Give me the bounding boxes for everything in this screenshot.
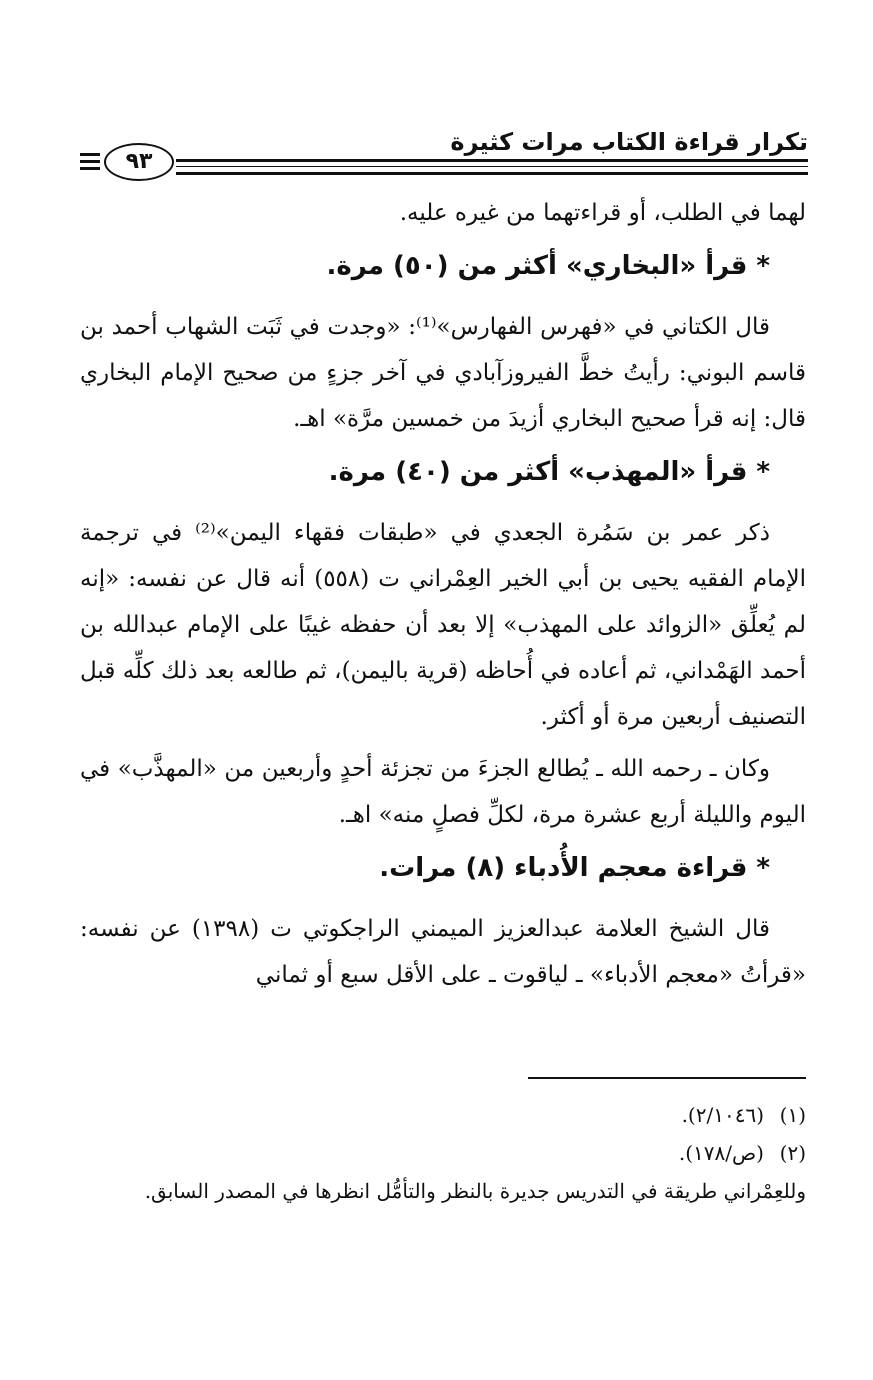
page-number: ٩٣ <box>104 143 174 181</box>
paragraph: وكان ـ رحمه الله ـ يُطالع الجزءَ من تجزئة أحدٍ وأربعين من «المهذَّب» في اليوم والليلة أربع عشرة مرة، لكلِّ فصلٍ منه» اهـ. <box>80 756 806 828</box>
footnote-number: (٢) <box>779 1141 806 1165</box>
footnote <box>80 1134 806 1172</box>
paragraph: قال الشيخ العلامة عبدالعزيز الميمني الراجكوتي ت (١٣٩٨) عن نفسه: «قرأتُ «معجم الأدباء» ـ لياقوت ـ على الأقل سبع أو ثماني <box>80 916 806 988</box>
footnote-number: (١) <box>779 1103 806 1127</box>
section-heading: * قرأ «المهذب» أكثر من (٤٠) مرة. <box>328 457 770 487</box>
footnotes <box>80 1096 806 1210</box>
section-heading: * قراءة معجم الأُدباء (٨) مرات. <box>379 853 770 883</box>
paragraph: ذكر عمر بن سَمُرة الجعدي في «طبقات فقهاء اليمن»⁽²⁾ في ترجمة الإمام الفقيه يحيى بن أبي الخير العِمْراني ت (٥٥٨) أنه قال عن نفسه: «إنه لم يُعلِّق «الزوائد على المهذب» إلا بعد أن حفظه غيبًا على الإمام عبدالله بن أحمد الهَمْداني، ثم أعاده في أُحاظه (قرية باليمن)، ثم طالعه بعد ذلك كلِّه قبل التصنيف أربعين مرة أو أكثر. <box>80 520 806 730</box>
footnote-continuation: وللعِمْراني طريقة في التدريس جديرة بالنظر والتأمُّل انظرها في المصدر السابق. <box>144 1179 806 1203</box>
paragraph: قال الكتاني في «فهرس الفهارس»⁽¹⁾: «وجدت في ثَبَت الشهاب أحمد بن قاسم البوني: رأيتُ خطَّ الفيروزآبادي في آخر جزءٍ من صحيح الإمام البخاري قال: إنه قرأ صحيح البخاري أزيدَ من خمسين مرَّة» اهـ. <box>80 314 806 432</box>
footnote-text: (ص/١٧٨). <box>678 1141 764 1165</box>
footnote <box>80 1096 806 1134</box>
page-header <box>80 125 808 185</box>
header-rule <box>176 172 808 175</box>
section-heading: * قرأ «البخاري» أكثر من (٥٠) مرة. <box>326 251 770 281</box>
header-rule <box>176 159 808 162</box>
footnote-text: (٢/١٠٤٦). <box>681 1103 764 1127</box>
footnote-separator <box>528 1077 806 1079</box>
header-ornament <box>80 153 100 174</box>
continued-line: لهما في الطلب، أو قراءتهما من غيره عليه. <box>399 200 806 226</box>
page-body <box>80 190 806 998</box>
running-title: تكرار قراءة الكتاب مرات كثيرة <box>450 128 808 156</box>
header-rule <box>176 166 808 167</box>
